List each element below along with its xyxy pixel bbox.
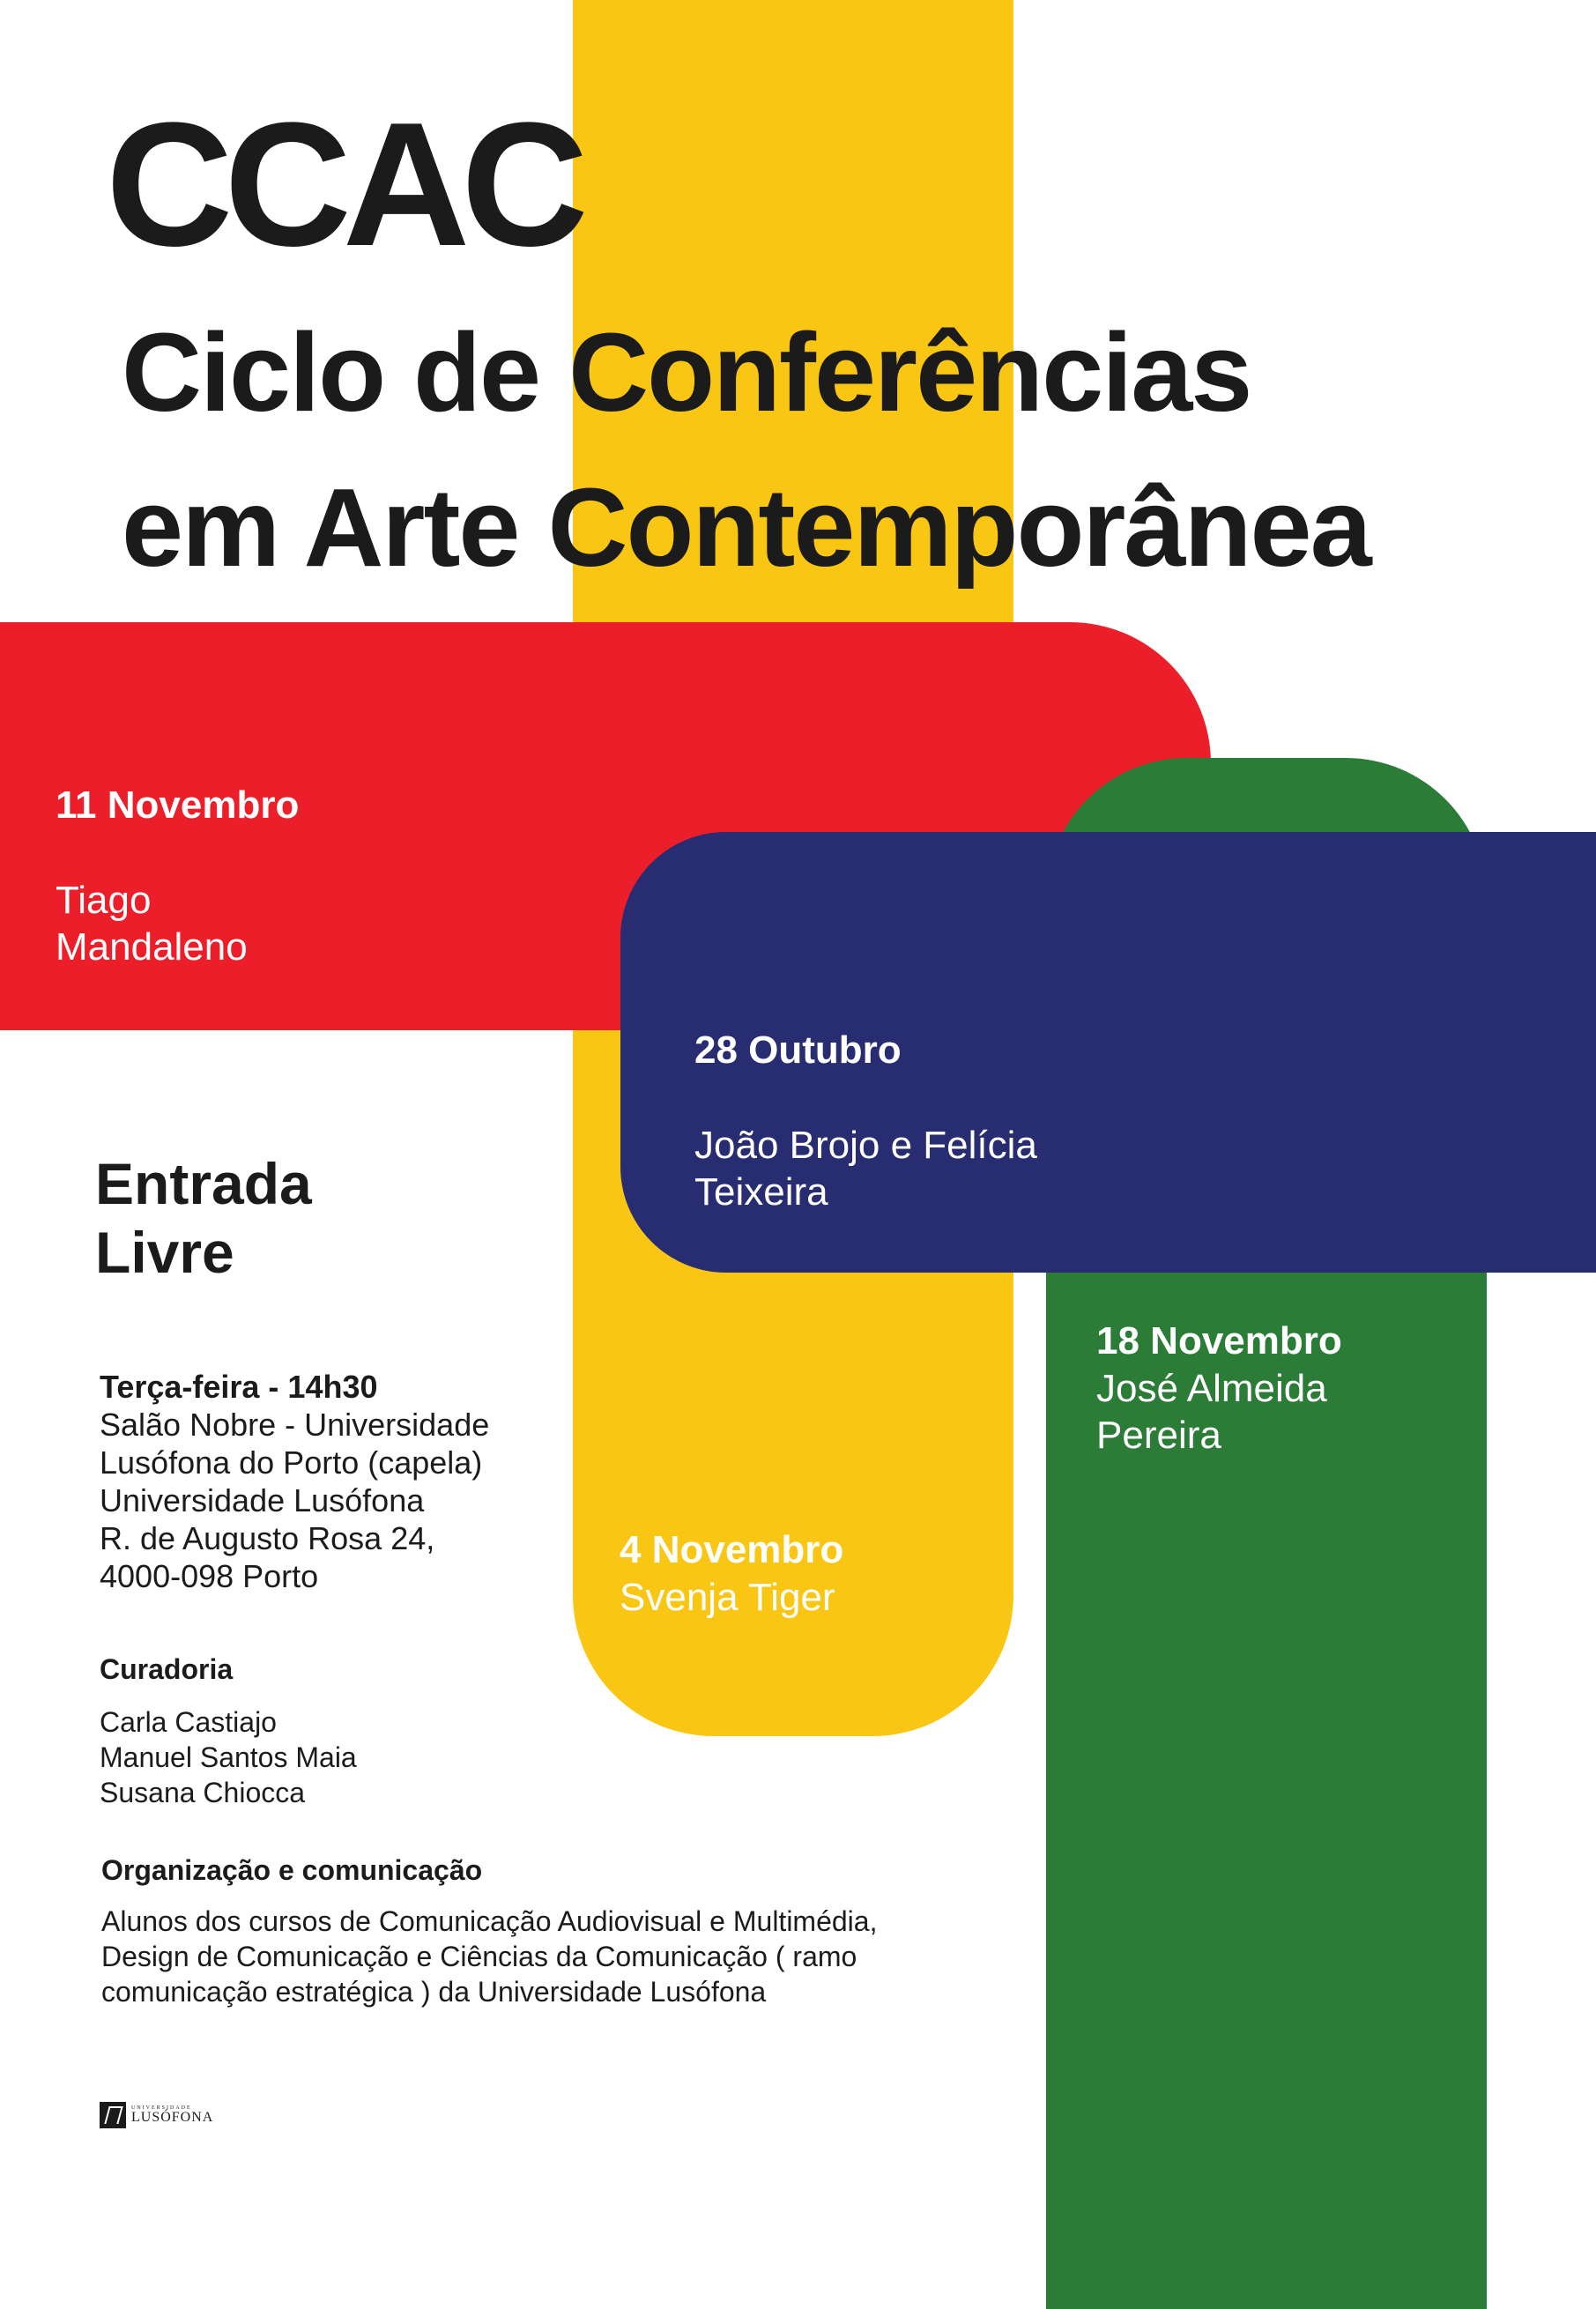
event-speaker-green: José Almeida Pereira [1096, 1367, 1327, 1457]
venue-info [100, 1368, 489, 1595]
event-date-blue: 28 Outubro [694, 1028, 902, 1072]
event-title-line-1: Ciclo de Conferências [122, 310, 1251, 434]
event-acronym: CCAC [106, 86, 580, 283]
venue-line-5: 4000-098 Porto [100, 1558, 319, 1594]
university-logo [100, 2102, 213, 2128]
curator-name: Carla Castiajo [100, 1706, 277, 1738]
organizacao-line: Design de Comunicação e Ciências da Comunicação ( ramo [101, 1941, 857, 1972]
event-speaker-blue: João Brojo e Felícia Teixeira [694, 1124, 1037, 1214]
logo-big-text: LUSÓFONA [131, 2110, 214, 2125]
organizacao-heading: Organização e comunicação [101, 1854, 483, 1886]
event-speaker-red: Tiago Mandaleno [56, 879, 248, 969]
venue-line-3: Universidade Lusófona [100, 1482, 425, 1518]
curadoria-heading: Curadoria [100, 1653, 234, 1685]
admission-label: Entrada Livre [95, 1151, 312, 1285]
venue-line-1: Salão Nobre - Universidade [100, 1407, 490, 1443]
curator-name: Susana Chiocca [100, 1777, 306, 1808]
schedule-text: Terça-feira - 14h30 [100, 1369, 378, 1405]
logo-small-text: UNIVERSIDADE [131, 2105, 192, 2111]
organizacao-line: Alunos dos cursos de Comunicação Audiovisual e Multimédia, [101, 1905, 878, 1937]
event-date-yellow: 4 Novembro [620, 1528, 844, 1571]
event-title-line-2: em Arte Contemporânea [122, 465, 1370, 590]
event-date-green: 18 Novembro [1096, 1319, 1342, 1362]
curadoria-list [100, 1704, 357, 1810]
event-date-red: 11 Novembro [56, 783, 300, 827]
curator-name: Manuel Santos Maia [100, 1741, 357, 1773]
venue-line-2: Lusófona do Porto (capela) [100, 1444, 483, 1481]
venue-line-4: R. de Augusto Rosa 24, [100, 1520, 435, 1556]
organizacao-text [101, 1904, 877, 2009]
event-speaker-yellow: Svenja Tiger [620, 1576, 835, 1619]
organizacao-line: comunicação estratégica ) da Universidade Lusófona [101, 1976, 767, 2008]
lusofona-logo-icon [100, 2102, 126, 2128]
